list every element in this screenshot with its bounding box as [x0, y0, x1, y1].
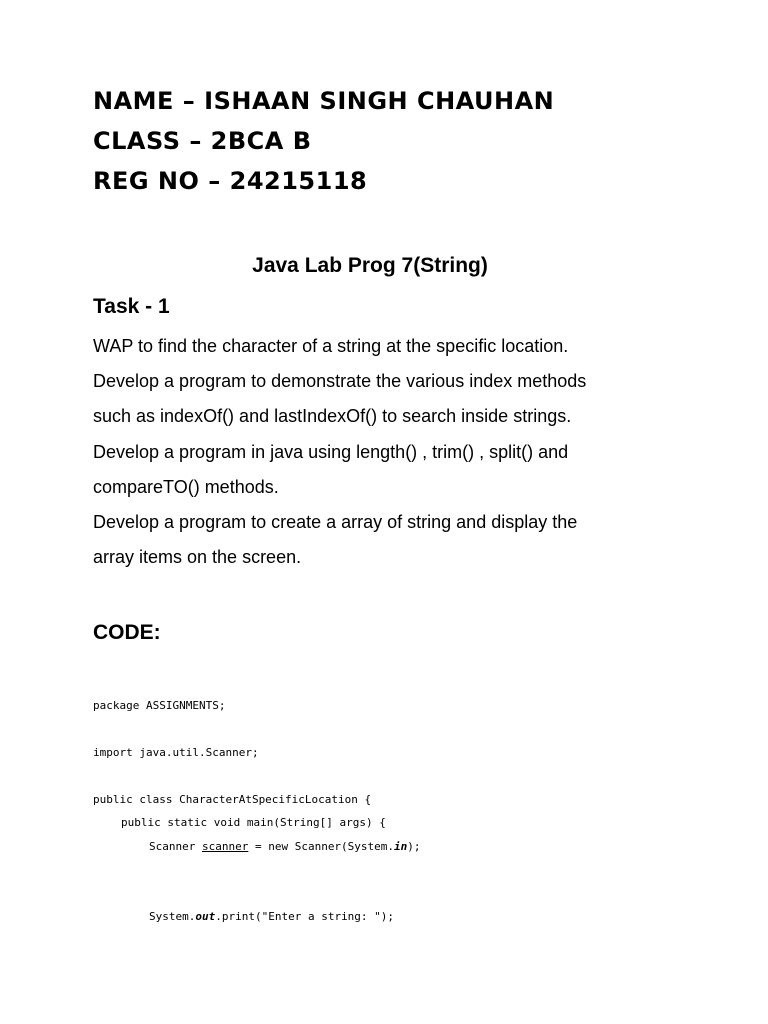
code-main-line: public static void main(String[] args) {: [121, 816, 386, 829]
code-package-line: package ASSIGNMENTS;: [93, 699, 226, 712]
code-system-in-field: in: [394, 840, 408, 853]
code-scanner-variable: scanner: [201, 840, 249, 853]
student-reg-no: REG NO – 24215118: [93, 167, 368, 195]
task-line-4: Develop a program in java using length() , trim() , split() and: [93, 442, 569, 462]
student-class: CLASS – 2BCA B: [93, 127, 312, 155]
code-scanner-line: [149, 840, 421, 854]
task-heading: Task - 1: [93, 295, 170, 318]
task-line-6: Develop a program to create a array of string and display the: [93, 512, 578, 532]
code-scanner-part3: );: [407, 840, 421, 853]
task-line-1: WAP to find the character of a string at the specific location.: [93, 336, 569, 356]
code-print-line: [149, 910, 394, 924]
task-line-2: Develop a program to demonstrate the various index methods: [93, 371, 587, 391]
student-name: NAME – ISHAAN SINGH CHAUHAN: [93, 87, 555, 115]
code-scanner-part1: Scanner: [149, 840, 202, 853]
document-title: Java Lab Prog 7(String): [252, 254, 488, 277]
code-print-part1: System.: [149, 910, 196, 923]
code-class-line: public class CharacterAtSpecificLocation {: [93, 793, 372, 806]
code-system-out-field: out: [195, 910, 216, 923]
code-import-line: import java.util.Scanner;: [93, 746, 259, 759]
task-line-5: compareTO() methods.: [93, 477, 279, 497]
task-line-3: such as indexOf() and lastIndexOf() to search inside strings.: [93, 406, 572, 426]
code-scanner-part2: = new Scanner(System.: [248, 840, 395, 853]
code-heading: CODE:: [93, 621, 161, 644]
code-print-part2: .print("Enter a string: ");: [215, 910, 395, 923]
task-line-7: array items on the screen.: [93, 547, 302, 567]
